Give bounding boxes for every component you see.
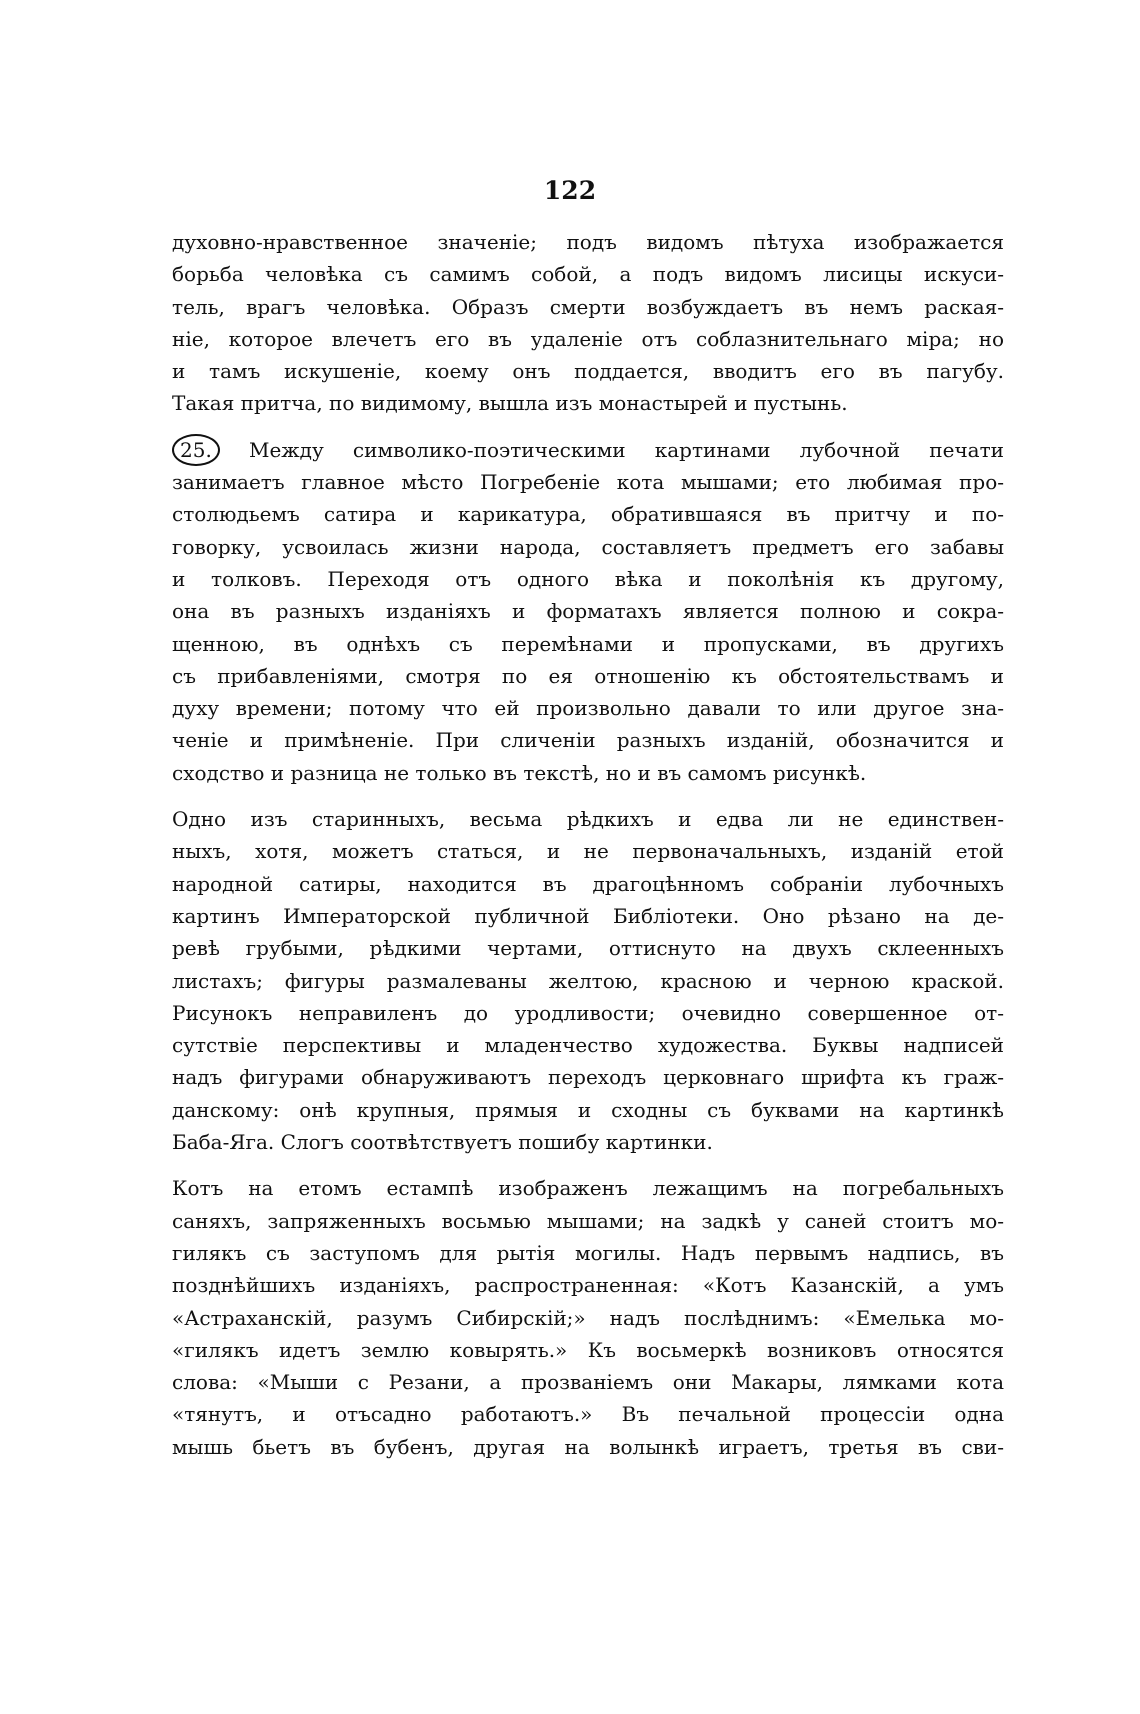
text-line: тель, врагъ человѣка. Образъ смерти возбуждаетъ въ немъ раская- [172, 294, 1004, 319]
text-line: она въ разныхъ изданiяхъ и форматахъ является полною и сокра- [172, 599, 1004, 624]
text-line: надъ фигурами обнаруживаютъ переходъ церковнаго шрифта къ граж- [172, 1065, 1004, 1090]
text-line: духу времени; потому что ей произвольно давали то или другое зна- [172, 696, 1004, 721]
paragraph-3 [172, 803, 1004, 1158]
text-line: ченiе и примѣненiе. При сличенiи разныхъ изданiй, обозначится и [172, 728, 1004, 753]
text-line: позднѣйшихъ изданiяхъ, распространенная: «Котъ Казанскiй, а умъ [172, 1273, 1004, 1298]
text-line: Одно изъ старинныхъ, весьма рѣдкихъ и едва ли не единствен- [172, 807, 1004, 832]
text-line: народной сатиры, находится въ драгоцѣнномъ собранiи лубочныхъ [172, 871, 1004, 896]
text-line: столюдьемъ сатира и карикатура, обратившаяся въ притчу и по- [172, 502, 1004, 527]
text-line: борьба человѣка съ самимъ собой, а подъ видомъ лисицы искуси- [172, 262, 1004, 287]
text-line: листахъ; фигуры размалеваны желтою, красною и черною краской. [172, 968, 1004, 993]
text-line: духовно-нравственное значенiе; подъ видомъ пѣтуха изображается [172, 230, 1004, 254]
text-line: и толковъ. Переходя отъ одного вѣка и поколѣнiя къ другому, [172, 566, 1004, 591]
section-first-line: Между символико-поэтическими картинами лубочной печати [248, 437, 1004, 462]
text-line: саняхъ, запряженныхъ восьмью мышами; на задкѣ у саней стоитъ мо- [172, 1208, 1004, 1233]
text-line [172, 434, 1004, 466]
text-line: «Астраханскiй, разумъ Сибирскiй;» надъ послѣднимъ: «Емелька мо- [172, 1305, 1004, 1330]
paragraph-1 [172, 226, 1004, 420]
text-line: мышь бьетъ въ бубенъ, другая на волынкѣ играетъ, третья въ сви- [172, 1434, 1004, 1459]
text-line: Баба-Яга. Слогъ соотвѣтствуетъ пошибу картинки. [172, 1130, 713, 1155]
text-line: ревѣ грубыми, рѣдкими чертами, оттиснуто на двухъ склеенныхъ [172, 936, 1004, 961]
text-line: данскому: онѣ крупныя, прямыя и сходны съ буквами на картинкѣ [172, 1097, 1004, 1122]
text-line: Котъ на етомъ естампѣ изображенъ лежащимъ на погребальныхъ [172, 1176, 1004, 1201]
section-number: 25. [172, 434, 220, 466]
text-line: ныхъ, хотя, можетъ статься, и не первоначальныхъ, изданiй етой [172, 839, 1004, 864]
text-line: говорку, усвоилась жизни народа, составляетъ предметъ его забавы [172, 534, 1004, 559]
text-line: гилякъ съ заступомъ для рытiя могилы. Надъ первымъ надпись, въ [172, 1240, 1004, 1265]
paragraph-4 [172, 1172, 1004, 1463]
text-line: Рисунокъ неправиленъ до уродливости; очевидно совершенное от- [172, 1000, 1004, 1025]
text-line: «тянутъ, и отъсадно работаютъ.» Въ печальной процессiи одна [172, 1402, 1004, 1427]
text-line: съ прибавленiями, смотря по ея отношенiю къ обстоятельствамъ и [172, 663, 1004, 688]
page-number: 122 [543, 176, 597, 205]
text-line: «гилякъ идетъ землю ковырять.» Къ восьмеркѣ возниковъ относятся [172, 1337, 1004, 1362]
text-line: сутствiе перспективы и младенчество художества. Буквы надписей [172, 1033, 1004, 1058]
text-line: занимаетъ главное мѣсто Погребенiе кота мышами; ето любимая про- [172, 470, 1004, 495]
text-line: и тамъ искушенiе, коему онъ поддается, вводитъ его въ пагубу. [172, 359, 1004, 384]
text-line: слова: «Мыши с Резани, а прозванiемъ они Макары, лямками кота [172, 1370, 1004, 1395]
text-line: щенною, въ однѣхъ съ перемѣнами и пропусками, въ другихъ [172, 631, 1004, 656]
text-line: сходство и разница не только въ текстѣ, но и въ самомъ рисункѣ. [172, 760, 867, 785]
paragraph-2 [172, 434, 1004, 789]
text-line: нiе, которое влечетъ его въ удаленiе отъ соблазнительнаго мiра; но [172, 326, 1004, 351]
text-line: картинъ Императорской публичной Библiотеки. Оно рѣзано на де- [172, 903, 1004, 928]
body-text [172, 226, 1004, 1463]
text-line: Такая притча, по видимому, вышла изъ монастырей и пустынь. [172, 391, 848, 416]
